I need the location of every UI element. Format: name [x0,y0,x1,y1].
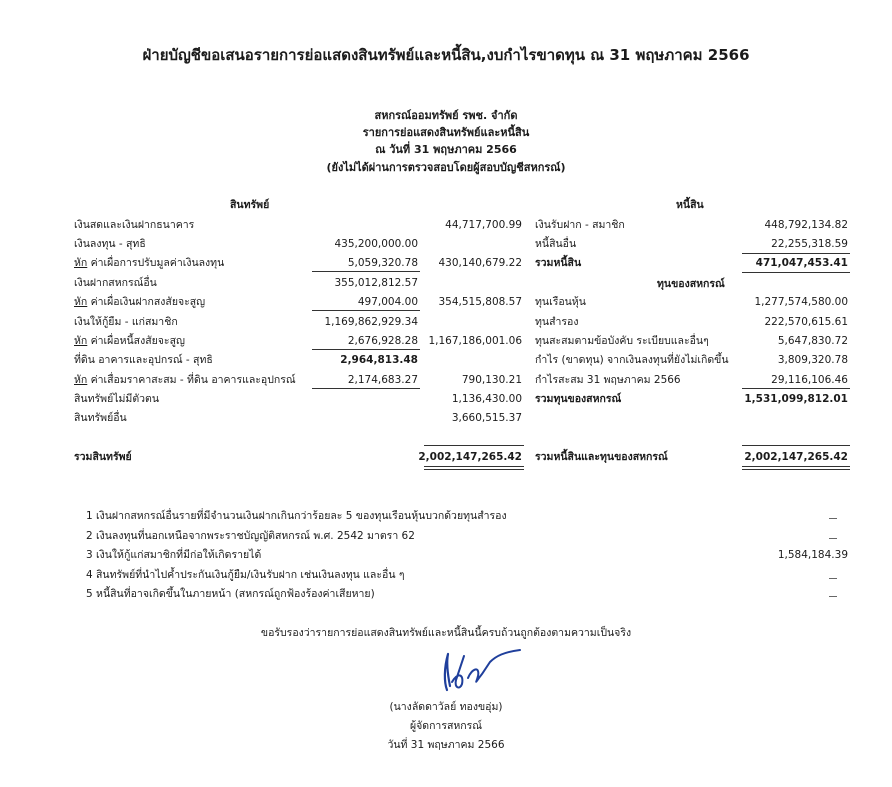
subtotal-rule [312,310,420,311]
equity-value: 5,647,830.72 [777,335,848,347]
equity-label: กำไรสะสม 31 พฤษภาคม 2566 [535,374,681,386]
report-name: รายการย่อแสดงสินทรัพย์และหนี้สิน [362,126,530,139]
assets-heading: สินทรัพย์ [230,199,270,211]
asset-net-value: 1,167,186,001.06 [428,335,522,347]
certification-text: ขอรับรองว่ารายการย่อแสดงสินทรัพย์และหนี้สินนี้ครบถ้วนถูกต้องตามความเป็นจริง [260,627,632,639]
note-item: 3 เงินให้กู้แก่สมาชิกที่มีก่อให้เกิดรายได้ [86,549,262,561]
equity-value: 222,570,615.61 [764,316,848,328]
asset-gross-value: 1,169,862,929.34 [324,316,418,328]
total-liabilities-equity-label: รวมหนี้สินและทุนของสหกรณ์ [535,451,668,463]
signed-date: วันที่ 31 พฤษภาคม 2566 [387,739,505,751]
asset-gross-value: 435,200,000.00 [334,238,418,250]
total-rule-double [742,469,850,470]
asset-label: เงินให้กู้ยืม - แก่สมาชิก [74,316,178,328]
equity-label: กำไร (ขาดทุน) จากเงินลงทุนที่ยังไม่เกิดขึ้น [535,354,729,366]
asset-deduct-value: 5,059,320.78 [347,257,418,269]
report-date: ณ วันที่ 31 พฤษภาคม 2566 [375,143,517,156]
subtotal-rule [742,253,850,254]
audit-note: (ยังไม่ได้ผ่านการตรวจสอบโดยผู้สอบบัญชีสหกรณ์) [326,161,566,174]
deduct-prefix: หัก [74,296,88,308]
note-item: 2 เงินลงทุนที่นอกเหนือจากพระราชบัญญัติสหกรณ์ พ.ศ. 2542 มาตรา 62 [86,530,415,542]
equity-value: 1,277,574,580.00 [754,296,848,308]
asset-net-value: 430,140,679.22 [438,257,522,269]
total-assets-label: รวมสินทรัพย์ [74,451,132,463]
equity-label: ทุนสำรอง [535,316,579,328]
liability-label: หนี้สินอื่น [535,238,577,250]
asset-label: เงินลงทุน - สุทธิ [74,238,146,250]
note-value: 1,584,184.39 [777,549,848,561]
liability-total-value: 471,047,453.41 [755,257,848,269]
note-item: 5 หนี้สินที่อาจเกิดขึ้นในภายหน้า (สหกรณ์ถูกฟ้องร้องค่าเสียหาย) [86,588,375,600]
equity-total-value: 1,531,099,812.01 [744,393,848,405]
signature-image [430,638,530,698]
asset-label: เงินฝากสหกรณ์อื่น [74,277,157,289]
equity-label: ทุนสะสมตามข้อบังคับ ระเบียบและอื่นๆ [535,335,709,347]
liabilities-heading: หนี้สิน [676,199,704,211]
main-title: ฝ่ายบัญชีขอเสนอรายการย่อแสดงสินทรัพย์และหนี้สิน,งบกำไรขาดทุน ณ 31 พฤษภาคม 2566 [142,46,750,64]
asset-label-text: ค่าเผื่อเงินฝากสงสัยจะสูญ [87,296,206,308]
total-liabilities-equity-value: 2,002,147,265.42 [744,451,848,463]
deduct-prefix: หัก [74,257,88,269]
subtotal-rule [312,349,420,350]
total-rule-double [424,466,524,467]
equity-heading: ทุนของสหกรณ์ [657,278,725,290]
signer-name: (นางลัดดาวัลย์ ทองขอุ่ม) [389,701,503,713]
total-rule-top [424,445,524,446]
asset-net-value: 1,136,430.00 [451,393,522,405]
asset-label [74,258,224,269]
note-item: 1 เงินฝากสหกรณ์อื่นรายที่มีจำนวนเงินฝากเกินกว่าร้อยละ 5 ของทุนเรือนหุ้นบวกด้วยทุนสำรอง [86,510,507,522]
asset-net-value: 3,660,515.37 [451,412,522,424]
dash-mark [829,596,837,597]
asset-label: สินทรัพย์อื่น [74,412,127,424]
deduct-prefix: หัก [74,335,88,347]
deduct-prefix: หัก [74,374,88,386]
liability-total-label: รวมหนี้สิน [535,257,582,269]
equity-value: 3,809,320.78 [777,354,848,366]
total-assets-value: 2,002,147,265.42 [418,451,522,463]
total-rule-double [424,469,524,470]
equity-value: 29,116,106.46 [771,374,848,386]
liability-value: 448,792,134.82 [764,219,848,231]
asset-deduct-value: 2,676,928.28 [347,335,418,347]
asset-net-value: 44,717,700.99 [445,219,522,231]
asset-label-text: ค่าเผื่อการปรับมูลค่าเงินลงทุน [87,257,225,269]
asset-label [74,297,205,308]
subtotal-rule [312,271,420,272]
asset-label [74,375,296,386]
asset-gross-value: 355,012,812.57 [334,277,418,289]
asset-net-value: 790,130.21 [461,374,522,386]
asset-deduct-value: 497,004.00 [357,296,418,308]
asset-gross-value: 2,964,813.48 [340,354,418,366]
liability-value: 22,255,318.59 [771,238,848,250]
total-rule-top [742,445,850,446]
equity-total-label: รวมทุนของสหกรณ์ [535,393,622,405]
organization-name: สหกรณ์ออมทรัพย์ รพช. จำกัด [374,109,518,122]
dash-mark [829,538,837,539]
asset-label [74,336,185,347]
asset-deduct-value: 2,174,683.27 [347,374,418,386]
dash-mark [829,578,837,579]
note-item: 4 สินทรัพย์ที่นำไปค้ำประกันเงินกู้ยืม/เงินรับฝาก เช่นเงินลงทุน และอื่น ๆ [86,569,405,581]
asset-label: เงินสดและเงินฝากธนาคาร [74,219,195,231]
signer-position: ผู้จัดการสหกรณ์ [409,720,483,732]
total-rule-double [742,466,850,467]
asset-label-text: ค่าเผื่อหนี้สงสัยจะสูญ [87,335,185,347]
subtotal-rule [742,272,850,273]
subtotal-rule [312,388,420,389]
asset-net-value: 354,515,808.57 [438,296,522,308]
subtotal-rule [742,388,850,389]
asset-label: ที่ดิน อาคารและอุปกรณ์ - สุทธิ [74,354,213,366]
equity-label: ทุนเรือนหุ้น [535,296,586,308]
dash-mark [829,518,837,519]
asset-label: สินทรัพย์ไม่มีตัวตน [74,393,160,405]
asset-label-text: ค่าเสื่อมราคาสะสม - ที่ดิน อาคารและอุปกรณ์ [87,374,296,386]
liability-label: เงินรับฝาก - สมาชิก [535,219,625,231]
